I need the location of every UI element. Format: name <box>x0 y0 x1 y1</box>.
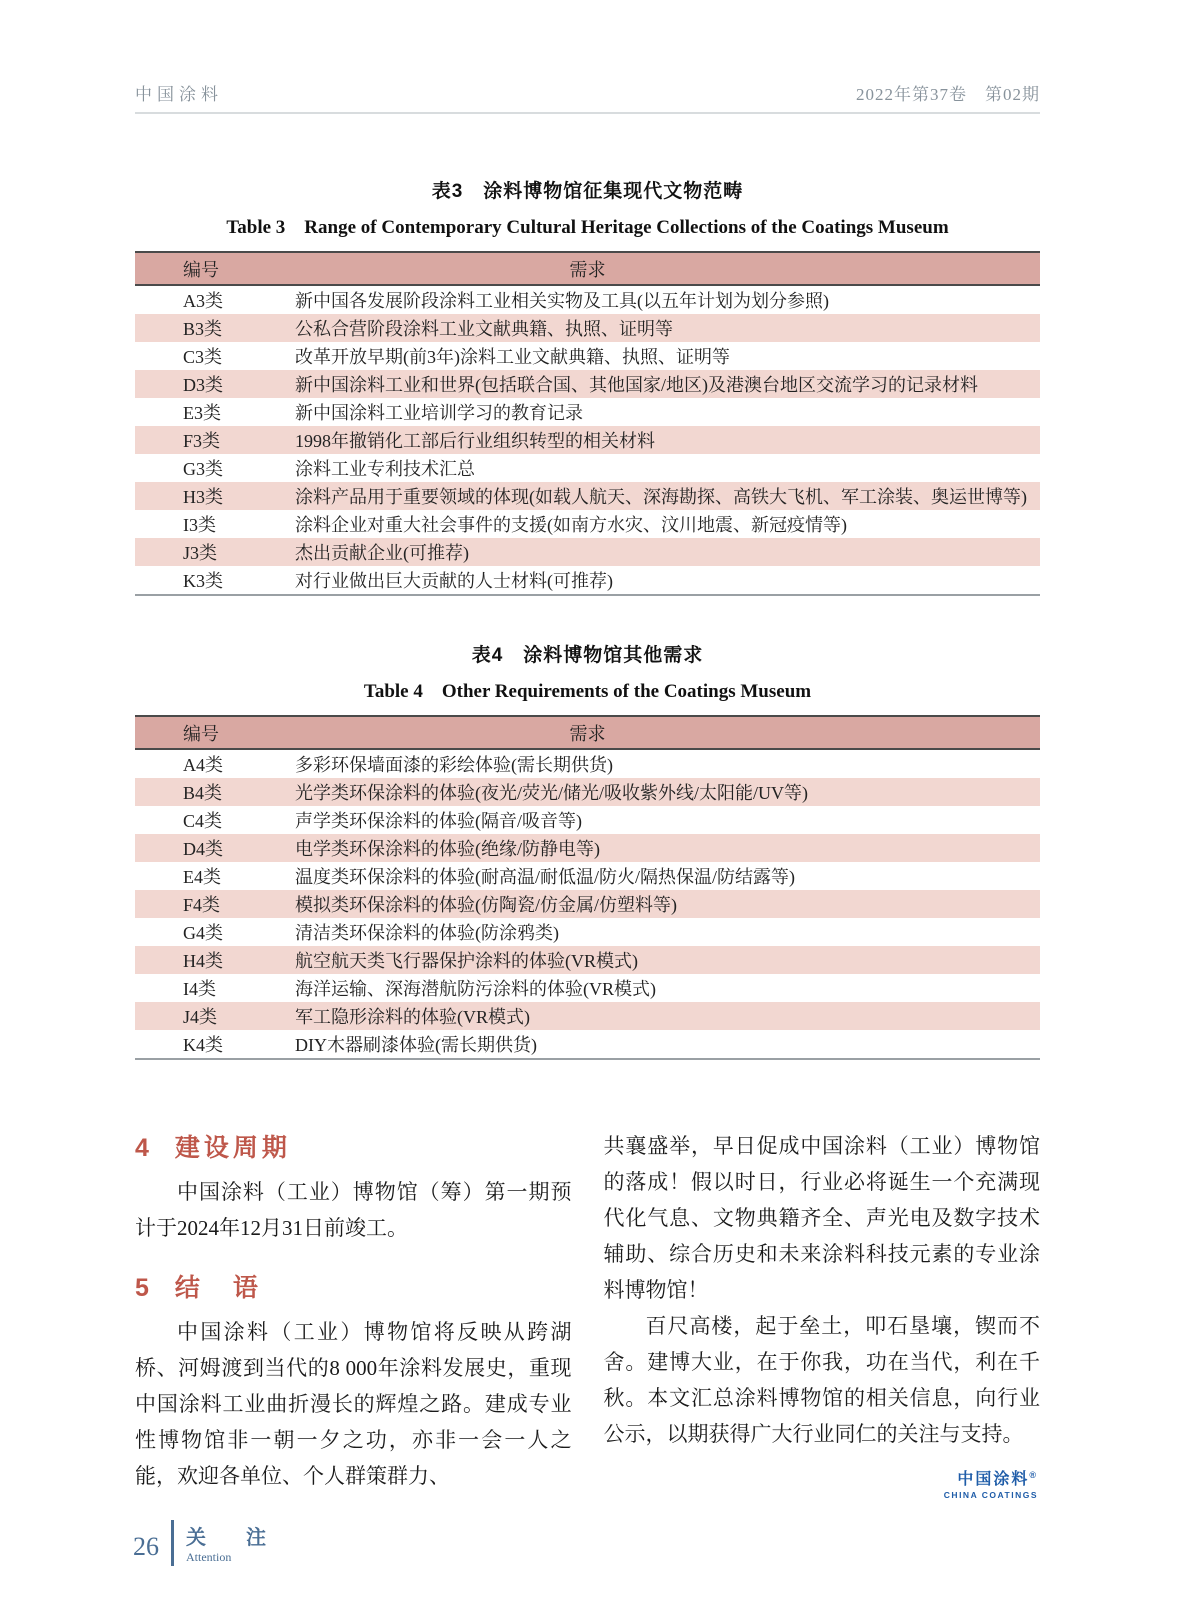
table4-col-code: 编号 <box>183 723 219 744</box>
row-requirement: 1998年撤销化工部后行业组织转型的相关材料 <box>295 431 655 451</box>
table-row <box>135 1030 1040 1058</box>
journal-name: 中国涂料 <box>135 85 223 104</box>
footer-labels <box>186 1521 276 1565</box>
table-row <box>135 890 1040 918</box>
row-requirement: 新中国涂料工业培训学习的教育记录 <box>295 403 583 423</box>
section5-paragraph2: 百尺高楼，起于垒土，叩石垦壤，锲而不舍。建博大业，在于你我，功在当代，利在千秋。本文汇总涂料博物馆的相关信息，向行业公示，以期获得广大行业同仁的关注与支持。 <box>603 1314 1040 1446</box>
row-requirement: 光学类环保涂料的体验(夜光/荧光/储光/吸收紫外线/太阳能/UV等) <box>295 783 808 803</box>
page-footer <box>133 1520 276 1566</box>
row-code: K4类 <box>183 1035 223 1055</box>
footer-divider <box>171 1520 174 1566</box>
footer-section-en: Attention <box>186 1550 232 1564</box>
row-requirement: DIY木器刷漆体验(需长期供货) <box>295 1035 537 1055</box>
section5-paragraph1-right: 共襄盛举，早日促成中国涂料（工业）博物馆的落成！假以时日，行业必将诞生一个充满现代化气息、文物典籍齐全、声光电及数字技术辅助、综合历史和未来涂料科技元素的专业涂料博物馆！ <box>603 1134 1040 1302</box>
table4 <box>135 715 1040 1060</box>
table-row <box>135 778 1040 806</box>
row-code: F3类 <box>183 431 221 451</box>
row-requirement: 改革开放早期(前3年)涂料工业文献典籍、执照、证明等 <box>295 347 730 367</box>
table-row <box>135 918 1040 946</box>
table-row <box>135 806 1040 834</box>
table3-title-en: Table 3 Range of Contemporary Cultural Heritage Collections of the Coatings Museum <box>226 217 949 238</box>
row-requirement: 杰出贡献企业(可推荐) <box>295 543 469 563</box>
registered-mark-icon: ® <box>1029 1470 1038 1480</box>
table3-col-req: 需求 <box>569 259 606 280</box>
row-code: J3类 <box>183 543 218 563</box>
row-requirement: 温度类环保涂料的体验(耐高温/耐低温/防火/隔热保温/防结露等) <box>295 867 795 887</box>
right-column <box>604 1128 1041 1500</box>
row-code: H4类 <box>183 951 223 971</box>
row-code: B3类 <box>183 319 223 339</box>
table-row <box>135 398 1040 426</box>
table-row <box>135 566 1040 594</box>
article-columns <box>135 1128 1040 1500</box>
table4-block <box>135 640 1040 1060</box>
row-requirement: 多彩环保墙面漆的彩绘体验(需长期供货) <box>295 755 613 775</box>
row-requirement: 海洋运输、深海潜航防污涂料的体验(VR模式) <box>295 979 656 999</box>
table-row <box>135 750 1040 778</box>
row-code: B4类 <box>183 783 223 803</box>
row-requirement: 新中国涂料工业和世界(包括联合国、其他国家/地区)及港澳台地区交流学习的记录材料 <box>295 375 978 395</box>
table4-body <box>135 750 1040 1058</box>
table-row <box>135 482 1040 510</box>
row-requirement: 航空航天类飞行器保护涂料的体验(VR模式) <box>295 951 638 971</box>
table3-body <box>135 286 1040 594</box>
row-code: G3类 <box>183 459 223 479</box>
row-code: H3类 <box>183 487 223 507</box>
row-code: I4类 <box>183 979 216 999</box>
table3 <box>135 251 1040 596</box>
row-code: E4类 <box>183 867 221 887</box>
table4-header-row <box>135 717 1040 750</box>
row-requirement: 公私合营阶段涂料工业文献典籍、执照、证明等 <box>295 319 673 339</box>
section5-number: 5 <box>135 1274 149 1302</box>
row-code: A3类 <box>183 291 223 311</box>
table-row <box>135 286 1040 314</box>
row-requirement: 模拟类环保涂料的体验(仿陶瓷/仿金属/仿塑料等) <box>295 895 677 915</box>
row-code: K3类 <box>183 571 223 591</box>
row-code: J4类 <box>183 1007 218 1027</box>
row-requirement: 声学类环保涂料的体验(隔音/吸音等) <box>295 811 582 831</box>
table-row <box>135 370 1040 398</box>
table-row <box>135 538 1040 566</box>
issue-info: 2022年第37卷 第02期 <box>856 85 1040 104</box>
section5-heading <box>135 1268 572 1304</box>
row-code: F4类 <box>183 895 221 915</box>
row-code: A4类 <box>183 755 223 775</box>
row-code: D4类 <box>183 839 223 859</box>
table-row <box>135 342 1040 370</box>
logo-en-text: CHINA COATINGS <box>943 1490 1038 1500</box>
section4-number: 4 <box>135 1134 149 1162</box>
table3-col-code: 编号 <box>183 259 219 280</box>
table4-title-en: Table 4 Other Requirements of the Coatings Museum <box>363 681 812 702</box>
table-row <box>135 314 1040 342</box>
left-column <box>135 1128 572 1500</box>
table3-header-row <box>135 253 1040 286</box>
table-row <box>135 974 1040 1002</box>
table-row <box>135 426 1040 454</box>
row-requirement: 军工隐形涂料的体验(VR模式) <box>295 1007 530 1027</box>
row-code: C3类 <box>183 347 223 367</box>
section4-paragraph: 中国涂料（工业）博物馆（筹）第一期预计于2024年12月31日前竣工。 <box>135 1180 572 1240</box>
row-code: D3类 <box>183 375 223 395</box>
footer-section-zh: 关 注 <box>186 1527 276 1549</box>
table4-title-zh: 表4 涂料博物馆其他需求 <box>471 645 704 666</box>
table3-title-zh: 表3 涂料博物馆征集现代文物范畴 <box>431 181 744 202</box>
table3-block <box>135 176 1040 596</box>
row-requirement: 电学类环保涂料的体验(绝缘/防静电等) <box>295 839 600 859</box>
row-code: C4类 <box>183 811 223 831</box>
table-row <box>135 946 1040 974</box>
row-requirement: 对行业做出巨大贡献的人士材料(可推荐) <box>295 571 613 591</box>
section4-heading <box>135 1128 572 1164</box>
table-row <box>135 1002 1040 1030</box>
row-requirement: 新中国各发展阶段涂料工业相关实物及工具(以五年计划为划分参照) <box>295 291 829 311</box>
section5-title: 结 语 <box>174 1274 262 1302</box>
row-code: G4类 <box>183 923 223 943</box>
table-row <box>135 862 1040 890</box>
table-row <box>135 510 1040 538</box>
section4-title: 建设周期 <box>174 1134 291 1162</box>
page-number: 26 <box>133 1532 159 1561</box>
running-head <box>135 80 1040 114</box>
row-code: E3类 <box>183 403 221 423</box>
row-code: I3类 <box>183 515 216 535</box>
row-requirement: 涂料产品用于重要领域的体现(如载人航天、深海勘探、高铁大飞机、军工涂装、奥运世博等) <box>295 487 1027 507</box>
row-requirement: 涂料工业专利技术汇总 <box>295 459 475 479</box>
row-requirement: 清洁类环保涂料的体验(防涂鸦类) <box>295 923 559 943</box>
table-row <box>135 834 1040 862</box>
section5-paragraph1-left: 中国涂料（工业）博物馆将反映从跨湖桥、河姆渡到当代的8 000年涂料发展史，重现中国涂料工业曲折漫长的辉煌之路。建成专业性博物馆非一朝一夕之功，亦非一会一人之能，欢迎各单位、个人群策群力、 <box>135 1320 572 1488</box>
china-coatings-logo <box>604 1466 1041 1500</box>
logo-zh-text: 中国涂料® <box>957 1470 1038 1488</box>
row-requirement: 涂料企业对重大社会事件的支援(如南方水灾、汶川地震、新冠疫情等) <box>295 515 847 535</box>
table-row <box>135 454 1040 482</box>
table4-col-req: 需求 <box>569 723 606 744</box>
